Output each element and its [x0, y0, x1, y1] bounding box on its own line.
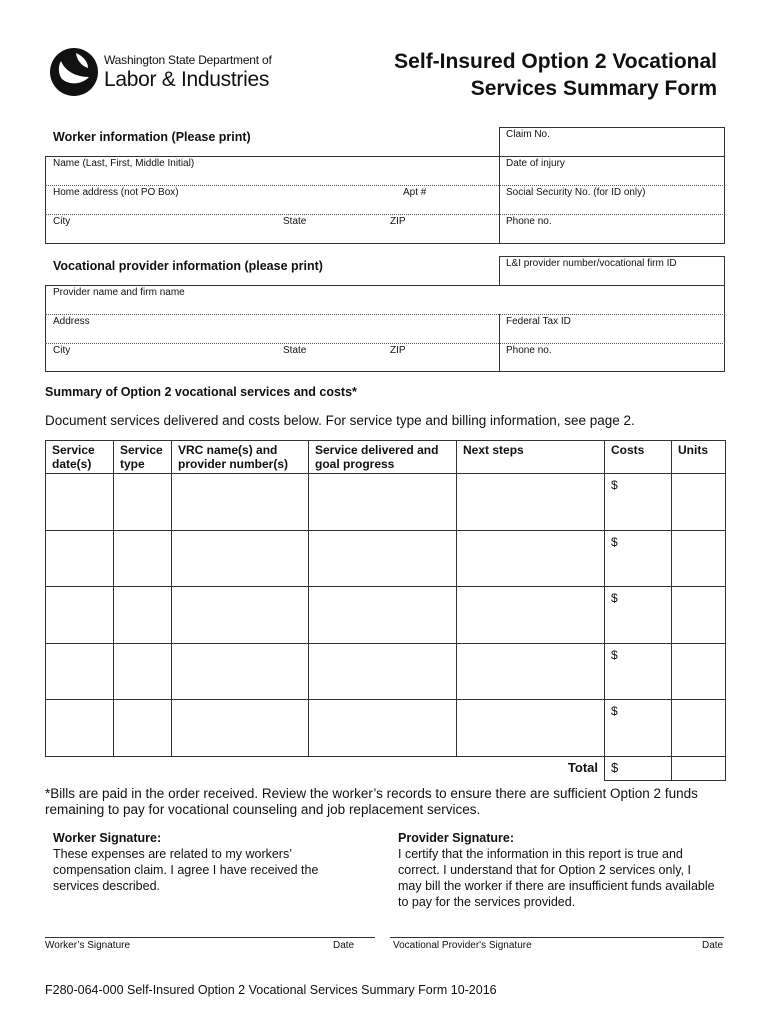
provider-address-field[interactable]: Address	[53, 316, 90, 327]
home-address-field[interactable]: Home address (not PO Box)	[53, 187, 179, 198]
provider-zip-field[interactable]: ZIP	[390, 345, 406, 356]
header-vrc: VRC name(s) and provider number(s)	[172, 441, 309, 474]
provider-id-label: L&I provider number/vocational firm ID	[506, 258, 677, 269]
currency-symbol: $	[611, 534, 618, 549]
units-cell[interactable]	[672, 530, 726, 587]
worker-row-line-1	[45, 185, 725, 186]
service-type-cell[interactable]	[114, 643, 172, 700]
provider-block-right-edge	[724, 285, 725, 372]
worker-name-field[interactable]: Name (Last, First, Middle Initial)	[53, 158, 195, 169]
currency-symbol: $	[611, 647, 618, 662]
costs-cell[interactable]	[605, 530, 672, 587]
header-service-dates: Service date(s)	[46, 441, 114, 474]
units-cell[interactable]	[672, 700, 726, 757]
costs-cell[interactable]	[605, 587, 672, 644]
claim-no-label: Claim No.	[506, 129, 550, 140]
provider-phone-field[interactable]: Phone no.	[506, 345, 552, 356]
worker-signature-title: Worker Signature:	[53, 831, 162, 845]
table-row	[46, 643, 726, 700]
header-service-type: Service type	[114, 441, 172, 474]
units-cell[interactable]	[672, 643, 726, 700]
currency-symbol: $	[611, 704, 618, 718]
agency-seal-icon	[50, 44, 98, 100]
form-title-line-2: Services Summary Form	[470, 77, 717, 100]
department-line: Washington State Department of	[104, 53, 272, 67]
billing-note: *Bills are paid in the order received. Review the worker’s records to ensure there are sufficient Option 2 funds remaining to pay for vocational counseling and job replacement services.	[45, 786, 698, 817]
vrc-cell[interactable]	[172, 530, 309, 587]
vrc-cell[interactable]	[172, 474, 309, 531]
service-dates-cell[interactable]	[46, 474, 114, 531]
header-costs: Costs	[605, 441, 672, 474]
total-cost-cell[interactable]	[605, 756, 672, 780]
provider-row-line-1	[45, 314, 725, 315]
service-delivered-cell[interactable]	[309, 474, 457, 531]
service-type-cell[interactable]	[114, 530, 172, 587]
next-steps-cell[interactable]	[457, 474, 605, 531]
summary-instructions: Document services delivered and costs below. For service type and billing information, see page 2.	[45, 413, 635, 428]
form-footer: F280-064-000 Self-Insured Option 2 Vocational Services Summary Form 10-2016	[45, 983, 497, 997]
provider-block-left-edge	[45, 285, 46, 372]
currency-symbol: $	[611, 478, 618, 492]
provider-signature-text: I certify that the information in this report is true and correct. I understand that for Option 2 services only, I may bill the worker if there are insufficient funds available to pay for the services provided.	[398, 847, 715, 909]
federal-tax-id-field[interactable]: Federal Tax ID	[506, 316, 571, 327]
worker-zip-field[interactable]: ZIP	[390, 216, 406, 227]
service-dates-cell[interactable]	[46, 643, 114, 700]
worker-signature-label: Worker’s Signature	[45, 940, 131, 951]
service-dates-cell[interactable]	[46, 530, 114, 587]
service-type-cell[interactable]	[114, 700, 172, 757]
service-type-cell[interactable]	[114, 474, 172, 531]
worker-signature-text: These expenses are related to my workers’ compensation claim. I agree I have received the services described.	[53, 847, 319, 893]
table-row	[46, 587, 726, 644]
provider-row-line-2	[45, 343, 725, 344]
service-delivered-cell[interactable]	[309, 587, 457, 644]
costs-cell[interactable]	[605, 700, 672, 757]
table-row	[46, 700, 726, 757]
vrc-cell[interactable]	[172, 700, 309, 757]
worker-state-field[interactable]: State	[283, 216, 307, 227]
date-of-injury-field[interactable]: Date of injury	[506, 158, 565, 169]
provider-name-field[interactable]: Provider name and firm name	[53, 287, 185, 298]
service-delivered-cell[interactable]	[309, 700, 457, 757]
provider-state-field[interactable]: State	[283, 345, 307, 356]
total-row	[46, 756, 726, 780]
service-delivered-cell[interactable]	[309, 643, 457, 700]
ssn-field[interactable]: Social Security No. (for ID only)	[506, 187, 646, 198]
units-cell[interactable]	[672, 587, 726, 644]
table-row	[46, 474, 726, 531]
header-units: Units	[672, 441, 726, 474]
form-title	[394, 48, 717, 102]
provider-signature-label: Vocational Provider's Signature	[393, 940, 532, 951]
costs-cell[interactable]	[605, 474, 672, 531]
units-cell[interactable]	[672, 474, 726, 531]
provider-signature-line[interactable]	[390, 937, 724, 938]
table-header-row	[46, 441, 726, 474]
services-table	[45, 440, 726, 781]
total-currency-symbol: $	[611, 759, 619, 775]
provider-city-field[interactable]: City	[53, 345, 71, 356]
worker-info-heading: Worker information (Please print)	[53, 130, 251, 144]
service-type-cell[interactable]	[114, 587, 172, 644]
total-units-cell[interactable]	[672, 756, 726, 780]
apt-field[interactable]: Apt #	[403, 187, 427, 198]
agency-logo	[50, 44, 280, 100]
vrc-cell[interactable]	[172, 587, 309, 644]
currency-symbol: $	[611, 591, 618, 605]
total-label: Total	[46, 756, 605, 780]
provider-info-heading: Vocational provider information (please print)	[53, 259, 323, 273]
worker-city-field[interactable]: City	[53, 216, 71, 227]
provider-block-top-line	[45, 285, 725, 286]
provider-signature-title: Provider Signature:	[398, 831, 514, 845]
vrc-cell[interactable]	[172, 643, 309, 700]
next-steps-cell[interactable]	[457, 643, 605, 700]
worker-block-top-line	[45, 156, 725, 157]
worker-signature-line[interactable]	[45, 937, 375, 938]
service-dates-cell[interactable]	[46, 587, 114, 644]
provider-date-label: Date	[702, 940, 724, 951]
worker-block-divider	[499, 156, 500, 244]
table-row	[46, 530, 726, 587]
worker-phone-field[interactable]: Phone no.	[506, 216, 552, 227]
service-delivered-cell[interactable]	[309, 530, 457, 587]
worker-block-left-edge	[45, 156, 46, 244]
next-steps-cell[interactable]	[457, 587, 605, 644]
worker-row-line-2	[45, 214, 725, 215]
worker-date-label: Date	[333, 940, 355, 951]
worker-block-bottom-line	[45, 243, 725, 244]
form-title-line-1: Self-Insured Option 2 Vocational	[394, 50, 717, 73]
header-next-steps: Next steps	[457, 441, 605, 474]
service-dates-cell[interactable]	[46, 700, 114, 757]
agency-name: Labor & Industries	[104, 68, 270, 91]
header-service-delivered: Service delivered and goal progress	[309, 441, 457, 474]
worker-block-right-edge	[724, 156, 725, 244]
costs-cell[interactable]	[605, 643, 672, 700]
next-steps-cell[interactable]	[457, 700, 605, 757]
provider-block-bottom-line	[45, 371, 725, 372]
next-steps-cell[interactable]	[457, 530, 605, 587]
summary-heading: Summary of Option 2 vocational services and costs*	[45, 385, 357, 399]
